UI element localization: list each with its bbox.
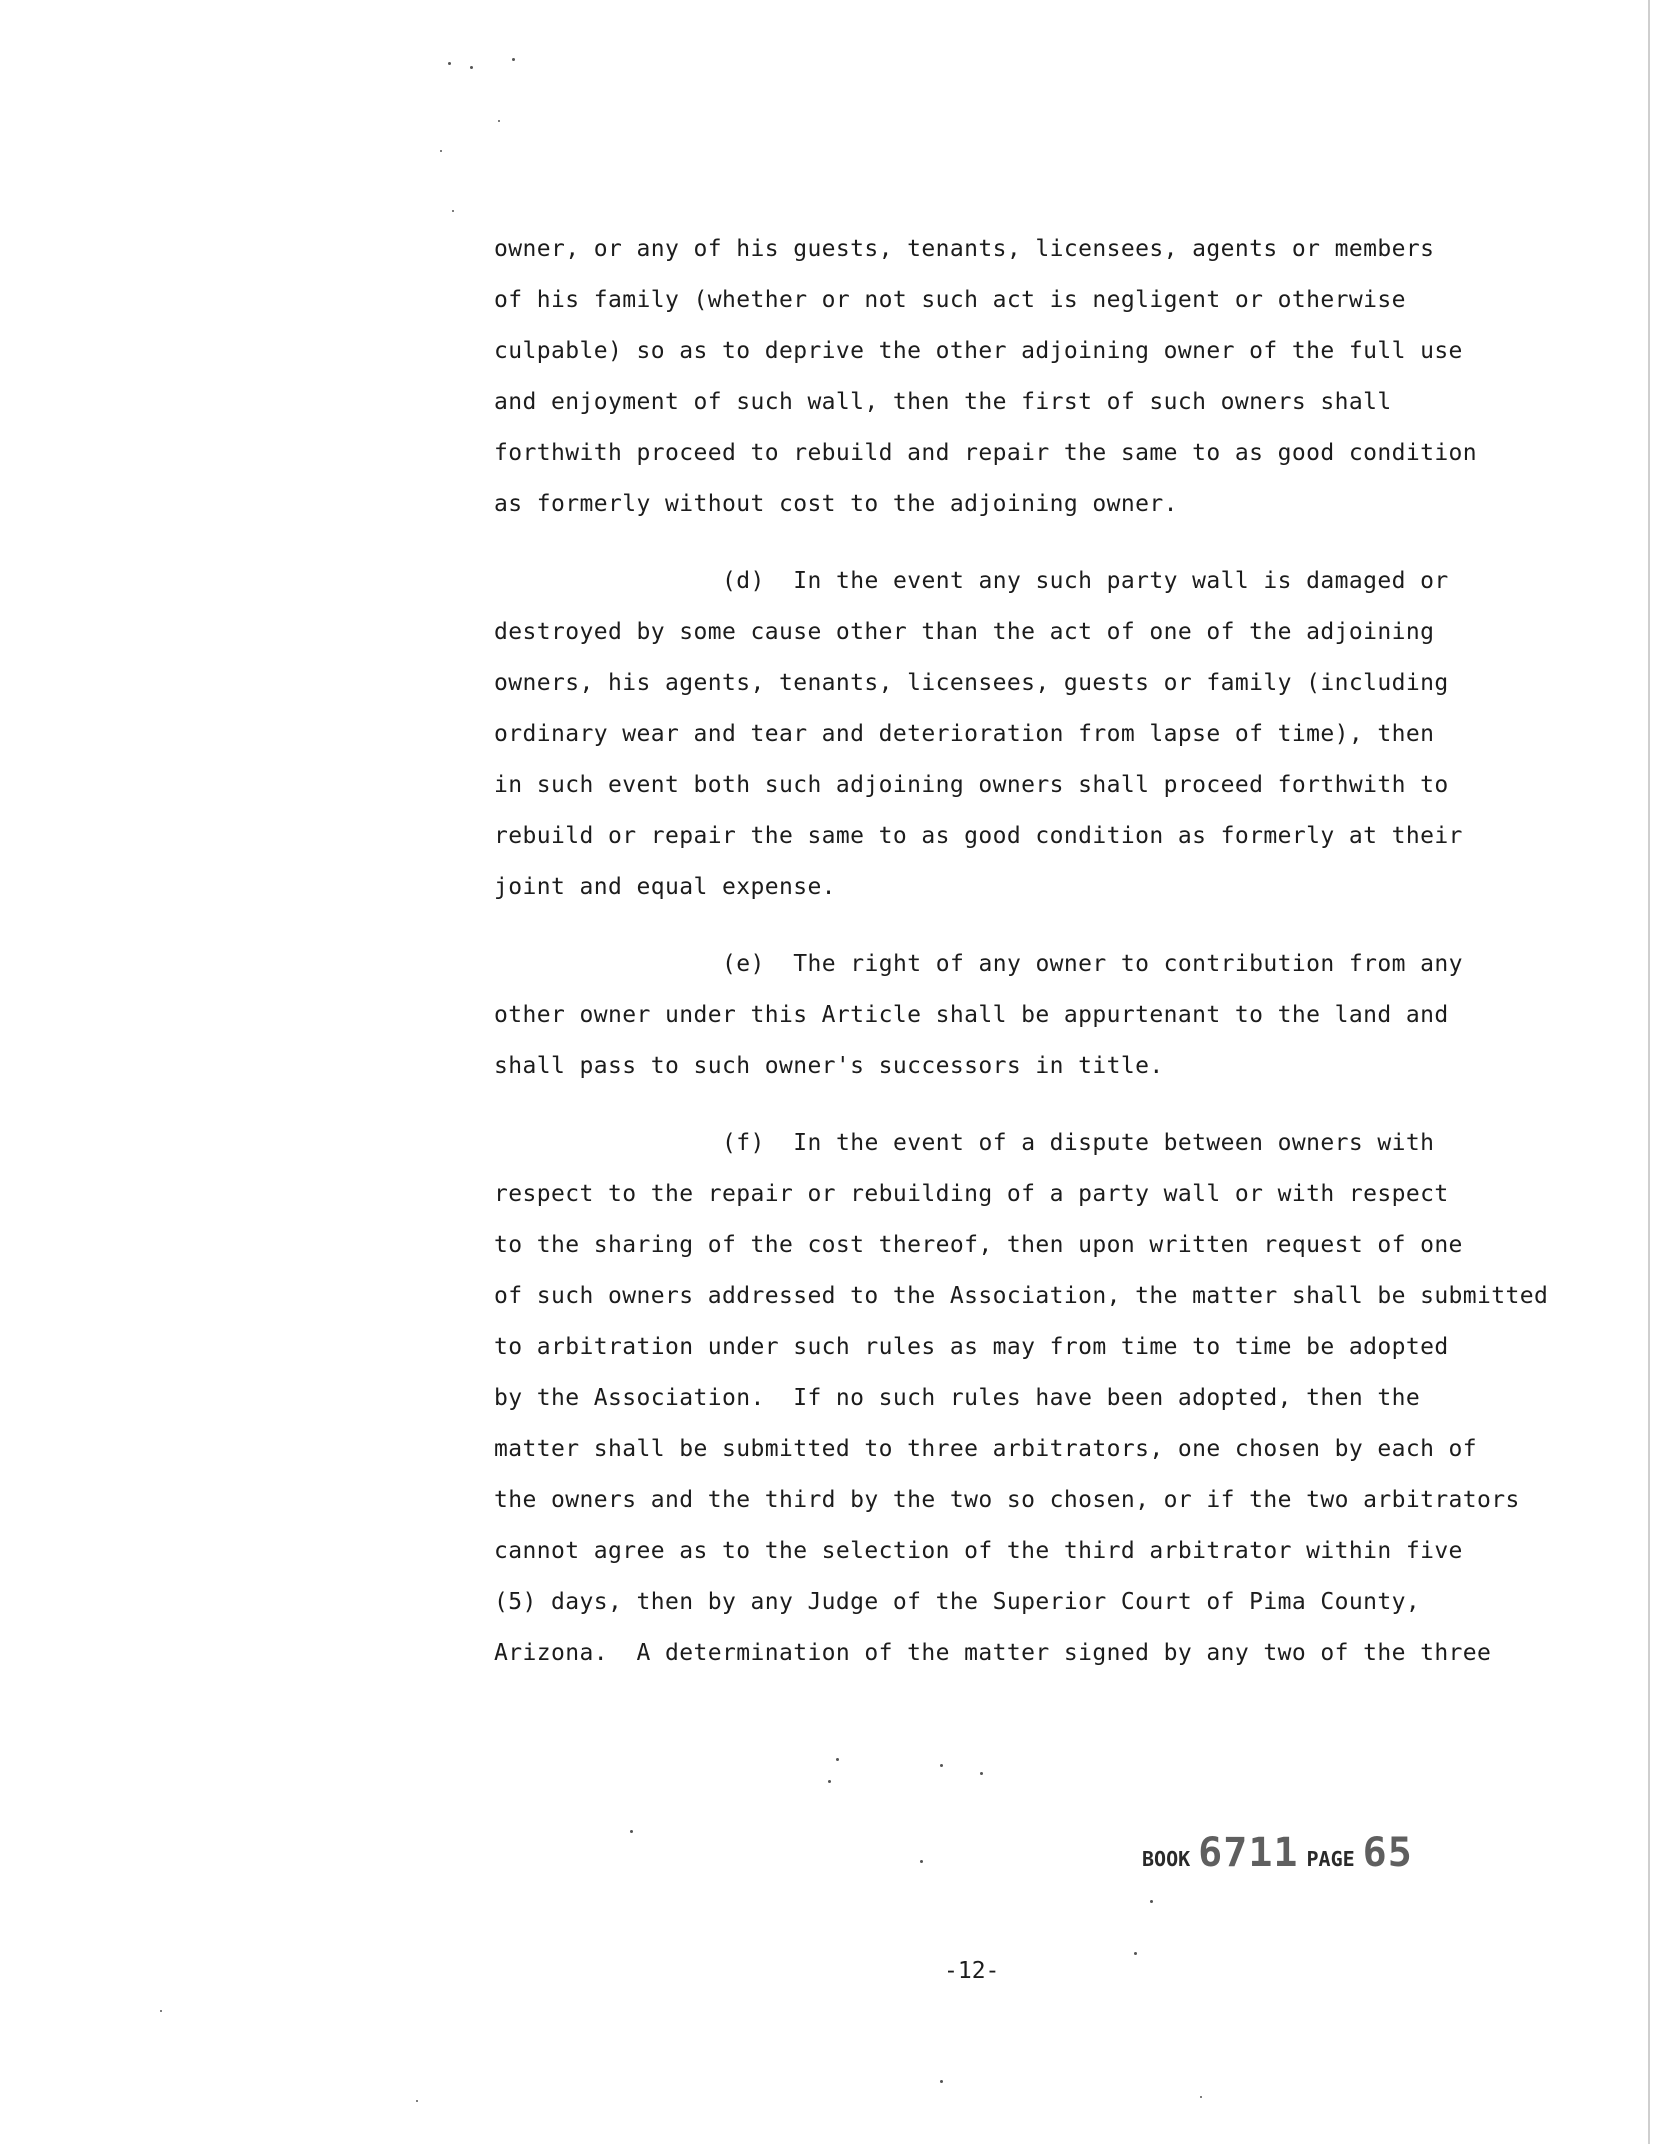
- paragraph: [494, 1118, 1604, 1679]
- paragraph-gap: [494, 913, 1604, 939]
- text-line: of such owners addressed to the Association, the matter shall be submitted: [494, 1283, 1549, 1309]
- text-line: matter shall be submitted to three arbitrators, one chosen by each of: [494, 1436, 1478, 1462]
- text-line: Arizona. A determination of the matter signed by any two of the three: [494, 1640, 1492, 1666]
- scan-speck: [498, 120, 500, 122]
- scan-speck: [470, 66, 473, 69]
- scan-speck: [440, 150, 442, 152]
- scan-speck: [452, 210, 454, 212]
- text-line: other owner under this Article shall be appurtenant to the land and: [494, 1002, 1449, 1028]
- text-line: joint and equal expense.: [494, 874, 836, 900]
- text-line: (e) The right of any owner to contribution from any: [722, 951, 1463, 977]
- text-line: and enjoyment of such wall, then the first of such owners shall: [494, 389, 1392, 415]
- text-line: respect to the repair or rebuilding of a party wall or with respect: [494, 1181, 1449, 1207]
- scan-speck: [836, 1758, 839, 1761]
- text-line: forthwith proceed to rebuild and repair the same to as good condition: [494, 440, 1478, 466]
- text-line: (5) days, then by any Judge of the Superior Court of Pima County,: [494, 1589, 1421, 1615]
- document-body: [494, 224, 1604, 1679]
- text-line: to the sharing of the cost thereof, then upon written request of one: [494, 1232, 1463, 1258]
- text-line: cannot agree as to the selection of the third arbitrator within five: [494, 1538, 1463, 1564]
- scan-speck: [980, 1772, 983, 1775]
- scan-speck: [160, 2010, 162, 2012]
- text-line: ordinary wear and tear and deterioration from lapse of time), then: [494, 721, 1435, 747]
- stamp-page-number: 65: [1362, 1830, 1413, 1876]
- text-line: to arbitration under such rules as may from time to time be adopted: [494, 1334, 1449, 1360]
- scan-speck: [630, 1830, 633, 1833]
- scan-speck: [1134, 1952, 1137, 1955]
- text-line: owner, or any of his guests, tenants, licensees, agents or members: [494, 236, 1435, 262]
- scan-speck: [448, 62, 451, 65]
- text-line: shall pass to such owner's successors in title.: [494, 1053, 1164, 1079]
- text-line: destroyed by some cause other than the act of one of the adjoining: [494, 619, 1435, 645]
- stamp-book-number: 6711: [1198, 1830, 1299, 1876]
- paragraph: [494, 939, 1604, 1092]
- recording-stamp: [1142, 1830, 1413, 1876]
- text-line: the owners and the third by the two so chosen, or if the two arbitrators: [494, 1487, 1520, 1513]
- text-line: (d) In the event any such party wall is damaged or: [722, 568, 1449, 594]
- scan-speck: [940, 1764, 943, 1767]
- scan-speck: [1200, 2096, 1202, 2098]
- text-line: culpable) so as to deprive the other adjoining owner of the full use: [494, 338, 1463, 364]
- page-number: -12-: [944, 1958, 1000, 1984]
- scan-speck: [512, 58, 515, 61]
- text-line: rebuild or repair the same to as good condition as formerly at their: [494, 823, 1463, 849]
- stamp-page-label: PAGE: [1306, 1847, 1355, 1871]
- scan-speck: [416, 2100, 418, 2102]
- scan-speck: [1150, 1900, 1153, 1903]
- text-line: of his family (whether or not such act is negligent or otherwise: [494, 287, 1406, 313]
- stamp-book-label: BOOK: [1142, 1847, 1191, 1871]
- scan-speck: [940, 2080, 943, 2083]
- scan-speck: [828, 1780, 831, 1783]
- text-line: by the Association. If no such rules have been adopted, then the: [494, 1385, 1421, 1411]
- scan-speck: [920, 1860, 923, 1863]
- text-line: (f) In the event of a dispute between owners with: [722, 1130, 1435, 1156]
- paragraph: [494, 224, 1604, 530]
- text-line: owners, his agents, tenants, licensees, guests or family (including: [494, 670, 1449, 696]
- page-edge: [1648, 0, 1650, 2144]
- paragraph-gap: [494, 1092, 1604, 1118]
- text-line: in such event both such adjoining owners shall proceed forthwith to: [494, 772, 1449, 798]
- paragraph: [494, 556, 1604, 913]
- paragraph-gap: [494, 530, 1604, 556]
- text-line: as formerly without cost to the adjoining owner.: [494, 491, 1178, 517]
